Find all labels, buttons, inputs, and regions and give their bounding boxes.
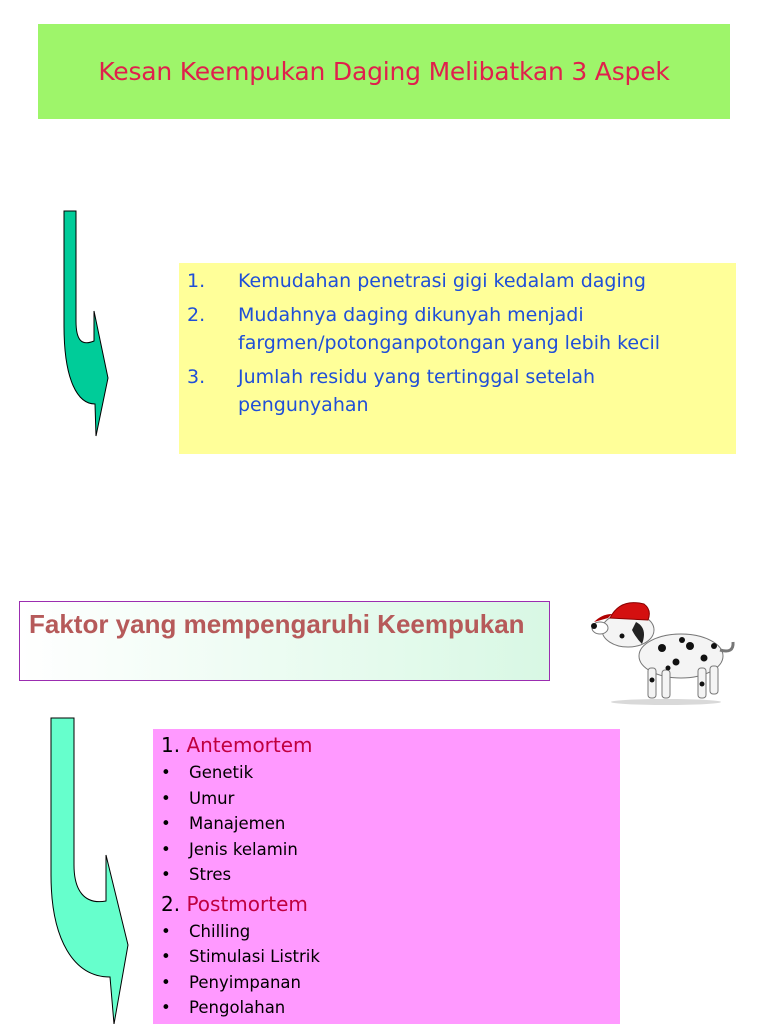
factor-group-heading [161,890,612,919]
bullet-icon: • [161,921,171,941]
factor-item [161,995,612,1021]
aspect-text: Kemudahan penetrasi gigi kedalam daging [238,270,646,292]
factor-list [161,760,612,888]
factor-group-label: Antemortem [186,733,313,757]
factor-group-label: Postmortem [186,891,308,916]
factor-heading-box [19,601,550,681]
aspect-number: 3. [187,366,206,388]
factor-heading: Faktor yang mempengaruhi Keempukan [29,609,525,639]
bullet-icon: • [161,865,171,884]
bullet-icon: • [161,814,171,833]
factor-list [161,919,612,1021]
bullet-icon: • [161,788,171,808]
aspect-item [187,363,728,419]
bullet-icon: • [161,972,171,992]
bullet-icon: • [161,763,171,782]
curved-down-arrow-icon [48,715,132,1024]
dalmatian-dog-clipart [586,592,742,706]
factor-item [161,786,612,812]
curved-down-arrow-icon [58,206,114,442]
factor-item [161,811,612,837]
aspect-text: Mudahnya daging dikunyah menjadi fargmen/potonganpotongan yang lebih kecil [238,304,661,354]
aspect-item [187,301,728,357]
factor-item-text: Genetik [189,763,254,782]
factor-item [161,919,612,945]
factor-item-text: Stimulasi Listrik [189,947,320,966]
bullet-icon: • [161,839,171,859]
title-banner [38,24,730,119]
factor-group-number: 1. [161,733,181,757]
bullet-icon: • [161,947,171,966]
bullet-icon: • [161,998,171,1017]
factor-item-text: Pengolahan [189,998,286,1017]
factor-item [161,970,612,996]
aspect-number: 2. [187,304,206,326]
factor-item [161,837,612,863]
factors-box [153,729,620,1024]
aspect-number: 1. [187,270,206,292]
aspects-box [179,263,736,454]
factor-item-text: Manajemen [189,814,286,833]
slide-title: Kesan Keempukan Daging Melibatkan 3 Aspek [98,57,670,86]
factor-group-number: 2. [161,891,181,916]
factor-item-text: Jenis kelamin [189,839,298,859]
aspects-list [187,267,728,419]
factor-item-text: Umur [189,788,235,808]
aspect-text: Jumlah residu yang tertinggal setelah pengunyahan [238,366,596,416]
factor-item-text: Penyimpanan [189,972,302,992]
factor-item-text: Stres [189,865,232,884]
factor-item [161,760,612,786]
factor-item-text: Chilling [189,921,251,941]
factor-item [161,862,612,888]
factor-item [161,944,612,970]
factor-group-heading [161,731,612,760]
aspect-item [187,267,728,295]
